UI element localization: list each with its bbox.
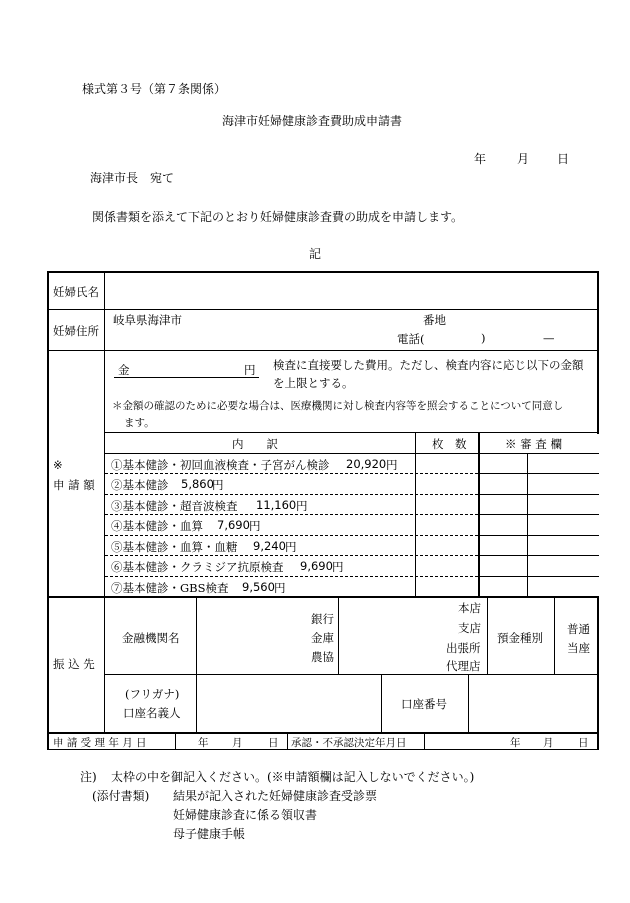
deposit-type-label: 預金種別 (497, 631, 543, 645)
item-unit: 円 (249, 519, 261, 533)
bank-type-bank: 銀行 (311, 612, 334, 626)
decision-day: 日 (578, 737, 589, 749)
bank-name-label: 金融機関名 (122, 631, 180, 645)
item-label: ④基本健診・血算 (111, 519, 203, 533)
attachments-label: (添付書類) (92, 789, 150, 803)
date-month: 月 (517, 152, 530, 166)
received-date-label: 申 請 受 理 年 月 日 (53, 737, 147, 749)
date-day: 日 (557, 152, 570, 166)
account-number-label: 口座番号 (401, 697, 447, 711)
form-number: 様式第３号（第７条関係） (82, 82, 227, 96)
apply-mark: ※ (53, 458, 63, 472)
item-amount: 11,160 (256, 498, 297, 512)
phone-dash: — (543, 331, 555, 345)
pregnant-address-label: 妊婦住所 (53, 324, 99, 338)
account-number-field[interactable] (470, 676, 596, 731)
item-unit: 円 (296, 499, 308, 513)
branch-type-shiten: 支店 (458, 621, 481, 635)
pregnant-name-field[interactable] (106, 274, 596, 308)
item-unit: 円 (285, 540, 297, 554)
item-amount: 9,690 (300, 559, 333, 573)
addressee: 海津市長 宛て (90, 171, 175, 185)
attachment-item: 結果が記入された妊婦健康診査受診票 (173, 789, 378, 803)
item-unit: 円 (386, 458, 398, 472)
item-amount: 7,690 (217, 518, 250, 532)
banchi-label: 番地 (423, 313, 446, 327)
item-label: ⑦基本健診・GBS検査 (111, 581, 229, 595)
deposit-type-futsu[interactable]: 普通 (567, 622, 590, 636)
item-label: ②基本健診 (111, 478, 169, 492)
bank-name-field[interactable] (198, 599, 306, 673)
item-label: ⑥基本健診・クラミジア抗原検査 (111, 560, 284, 574)
decision-year: 年 (510, 737, 521, 749)
decision-date-label: 承認・不承認決定年月日 (291, 737, 407, 749)
ki-label: 記 (309, 247, 322, 261)
phone-close: ) (481, 331, 486, 345)
decision-month: 月 (543, 737, 554, 749)
attachment-item: 母子健康手帳 (173, 827, 246, 841)
received-year: 年 (198, 737, 209, 749)
note-text: 太枠の中を御記入ください。(※申請額欄は記入しないでください。) (111, 770, 475, 784)
received-month: 月 (232, 737, 243, 749)
date-year: 年 (474, 152, 487, 166)
note-label: 注) (80, 770, 97, 784)
item-amount: 9,560 (242, 580, 275, 594)
furigana-label: (フリガナ) (125, 687, 180, 701)
branch-type-dairiten: 代理店 (446, 659, 481, 673)
item-amount: 5,860 (181, 477, 214, 491)
amount-note-1: 検査に直接要した費用。ただし、検査内容に応じ以下の金額 (273, 358, 584, 372)
count-column[interactable] (417, 455, 477, 595)
pregnant-name-label: 妊婦氏名 (53, 285, 99, 299)
col-breakdown: 内 訳 (232, 437, 278, 451)
intro-text: 関係書類を添えて下記のとおり妊婦健康診査費の助成を申請します。 (92, 210, 464, 224)
attachment-item: 妊婦健康診査に係る領収書 (173, 808, 318, 822)
bank-type-nokyo: 農協 (311, 650, 334, 664)
account-holder-label: 口座名義人 (123, 706, 181, 720)
amount-unit: 円 (244, 363, 256, 377)
item-unit: 円 (332, 560, 344, 574)
amount-prefix: 金 (118, 363, 130, 377)
item-label: ①基本健診・初回血液検査・子宮がん検診 (111, 458, 330, 472)
deposit-type-toza[interactable]: 当座 (567, 641, 590, 655)
bank-type-shinkin: 金庫 (311, 631, 334, 645)
address-prefix: 岐阜県海津市 (113, 313, 182, 327)
amount-field[interactable] (132, 358, 240, 376)
branch-type-shutchojo: 出張所 (446, 641, 481, 655)
consent-text-1: ＊金額の確認のために必要な場合は、医療機関に対し検査内容等を照会することについて同意し (112, 400, 564, 412)
item-label: ③基本健診・超音波検査 (111, 499, 238, 513)
apply-amount-label: 申 請 額 (53, 478, 95, 492)
branch-name-field[interactable] (340, 599, 440, 673)
branch-type-honten: 本店 (458, 601, 481, 615)
transfer-label: 振 込 先 (53, 657, 95, 671)
page-title: 海津市妊婦健康診査費助成申請書 (222, 114, 403, 128)
item-amount: 20,920 (346, 457, 387, 471)
item-unit: 円 (212, 478, 224, 492)
item-amount: 9,240 (253, 539, 286, 553)
amount-note-2: を上限とする。 (273, 376, 354, 390)
account-holder-field[interactable] (198, 676, 380, 731)
item-unit: 円 (274, 581, 286, 595)
consent-text-2: ます。 (124, 417, 155, 429)
col-review: ※ 審 査 欄 (505, 437, 562, 451)
phone-label: 電話( (397, 332, 425, 346)
col-count: 枚 数 (432, 437, 467, 451)
item-label: ⑤基本健診・血算・血糖 (111, 540, 238, 554)
received-day: 日 (268, 737, 279, 749)
